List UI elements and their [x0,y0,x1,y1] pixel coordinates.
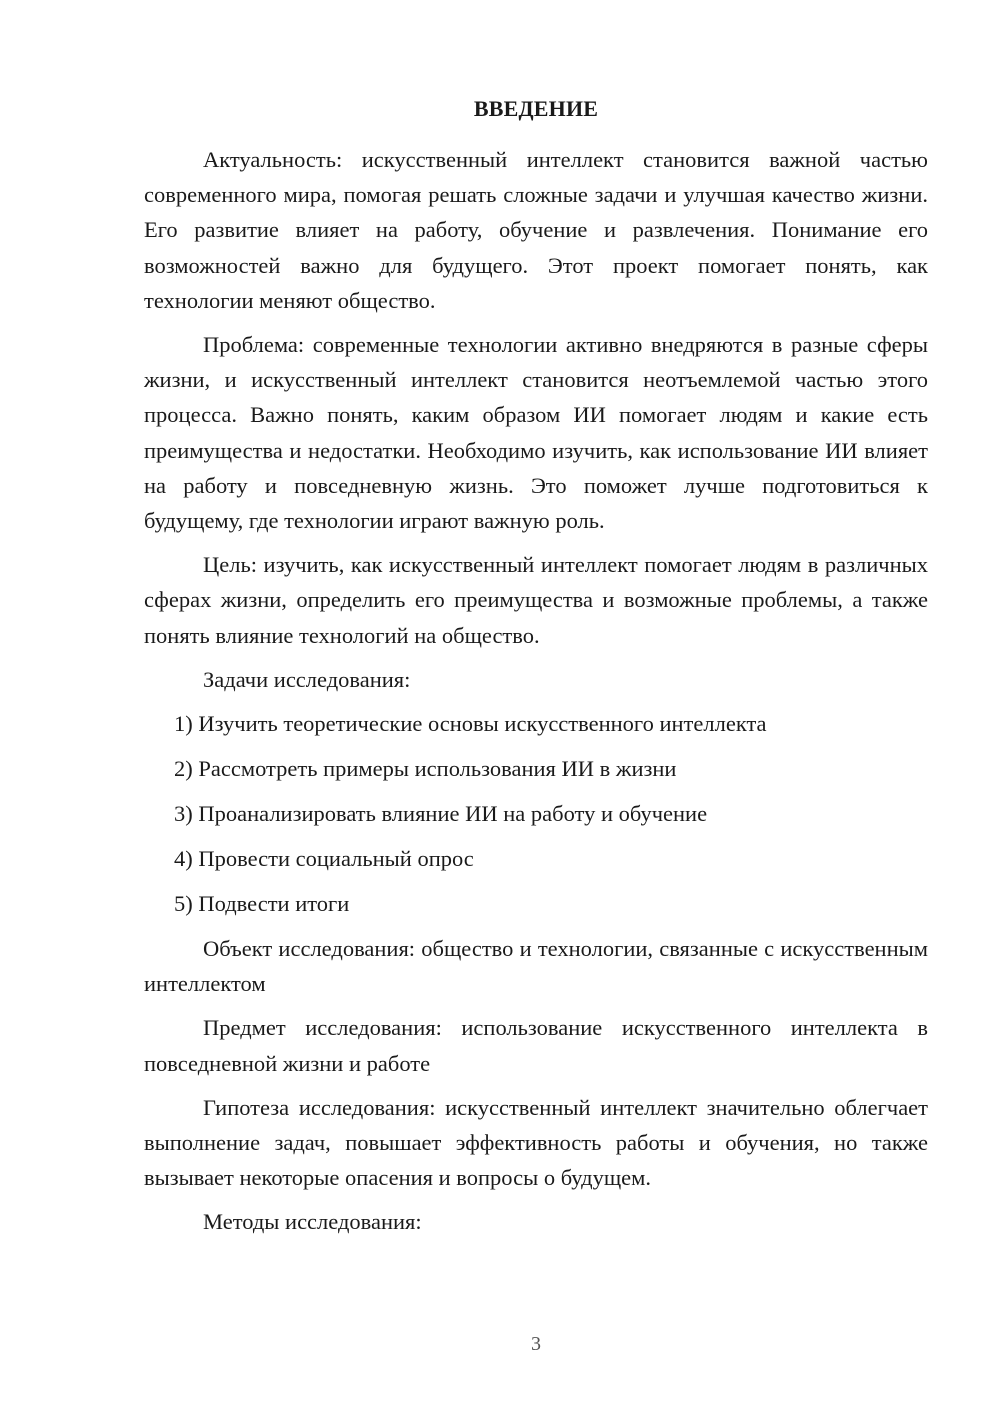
page-number: 3 [531,1333,541,1355]
paragraph-problem: Проблема: современные технологии активно внедряются в разные сферы жизни, и искусственный интеллект становится неотъемлемой частью этого процесса. Важно понять, каким образом ИИ помогает людям и какие есть преимущества и недостатки. Необходимо изучить, как использование ИИ влияет на работу и повседневную жизнь. Это поможет лучше подготовиться к будущему, где технологии играют важную роль. [144,332,928,534]
paragraph-goal: Цель: изучить, как искусственный интеллект помогает людям в различных сферах жизни, определить его преимущества и возможные проблемы, а также понять влияние технологий на общество. [144,552,928,648]
paragraph-relevance: Актуальность: искусственный интеллект становится важной частью современного мира, помогая решать сложные задачи и улучшая качество жизни. Его развитие влияет на работу, обучение и развлечения. Понимание его возможностей важно для будущего. Этот проект помогает понять, как технологии меняют общество. [144,147,928,313]
list-item: 1) Изучить теоретические основы искусственного интеллекта [174,711,767,737]
tasks-heading: Задачи исследования: [203,666,411,692]
methods-heading: Методы исследования: [203,1209,422,1235]
paragraph-object: Объект исследования: общество и технологии, связанные с искусственным интеллектом [144,936,928,997]
document-body [144,142,928,1249]
list-item: 2) Рассмотреть примеры использования ИИ в жизни [174,756,677,782]
list-item: 5) Подвести итоги [174,891,350,917]
list-item: 4) Провести социальный опрос [174,846,474,872]
tasks-list [144,706,928,921]
page-title: ВВЕДЕНИЕ [473,96,599,121]
paragraph-subject: Предмет исследования: использование искусственного интеллекта в повседневной жизни и работе [144,1015,928,1076]
paragraph-hypothesis: Гипотеза исследования: искусственный интеллект значительно облегчает выполнение задач, повышает эффективность работы и обучения, но также вызывает некоторые опасения и вопросы о будущем. [144,1094,928,1191]
list-item: 3) Проанализировать влияние ИИ на работу и обучение [174,801,708,827]
